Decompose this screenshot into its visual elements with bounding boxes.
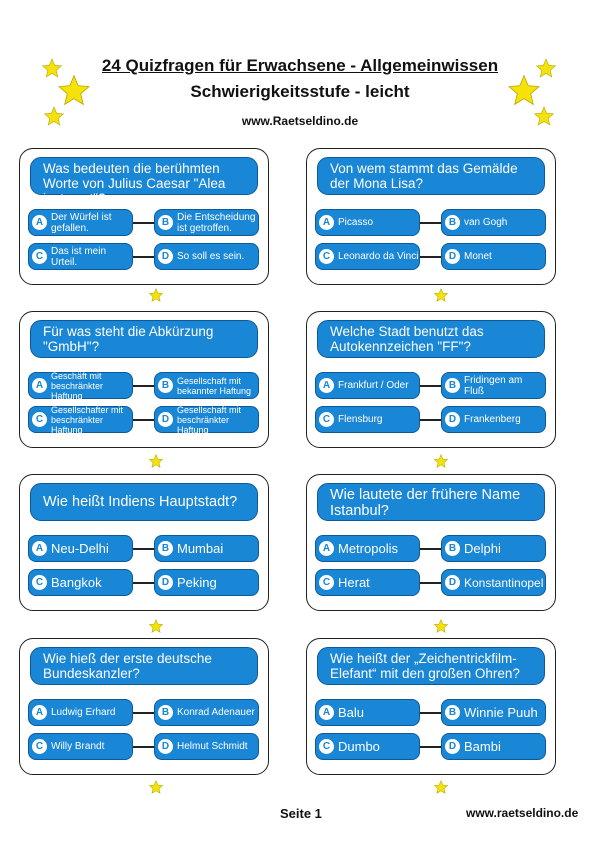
quiz-card <box>19 311 269 448</box>
question-box: Wie lautete der frühere Name Istanbul? <box>317 483 545 521</box>
answer-text: Herat <box>338 574 370 590</box>
answer-a[interactable] <box>315 372 420 399</box>
letter-badge: A <box>319 541 334 556</box>
answer-a[interactable] <box>315 535 420 562</box>
letter-badge: D <box>445 739 460 754</box>
footer-website: www.raetseldino.de <box>466 806 579 820</box>
answer-text: Flensburg <box>338 414 383 425</box>
quiz-card <box>306 148 556 285</box>
answer-text: Gesellschafter mit beschränkter Haftung <box>51 404 124 435</box>
answer-b[interactable] <box>154 372 259 399</box>
letter-badge: A <box>319 215 334 230</box>
star-icon <box>534 106 554 126</box>
letter-badge: B <box>158 215 173 230</box>
answer-b[interactable] <box>441 699 546 726</box>
answer-text: Die Entscheidung ist getroffen. <box>177 211 256 234</box>
answer-d[interactable] <box>441 733 546 760</box>
question-box: Wie heißt Indiens Hauptstadt? <box>30 483 258 521</box>
star-icon <box>434 454 448 468</box>
answer-d[interactable] <box>154 569 259 596</box>
star-icon <box>149 454 163 468</box>
answer-text: Gesellschaft mit bekannter Haftung <box>177 375 252 396</box>
letter-badge: D <box>158 575 173 590</box>
letter-badge: C <box>319 412 334 427</box>
page-title: 24 Quizfragen für Erwachsene - Allgemeinwissen <box>101 56 499 75</box>
answer-text: So soll es sein. <box>177 251 245 262</box>
star-icon <box>434 780 448 794</box>
answer-text: Bambi <box>464 738 501 754</box>
answer-b[interactable] <box>154 535 259 562</box>
answer-text: Konrad Adenauer <box>177 707 255 718</box>
answer-text: Helmut Schmidt <box>177 741 248 752</box>
question-box: Wie hieß der erste deutsche Bundeskanzler? <box>30 647 258 685</box>
star-icon <box>149 780 163 794</box>
answer-c[interactable] <box>28 569 133 596</box>
answer-text: Monet <box>464 251 492 262</box>
quiz-card <box>19 474 269 611</box>
answer-b[interactable] <box>154 209 259 236</box>
answer-d[interactable] <box>154 733 259 760</box>
letter-badge: D <box>445 249 460 264</box>
answer-a[interactable] <box>315 699 420 726</box>
answer-text: Geschäft mit beschränkter Haftung <box>51 370 104 401</box>
answer-a[interactable] <box>28 209 133 236</box>
answer-b[interactable] <box>154 699 259 726</box>
letter-badge: C <box>319 739 334 754</box>
answer-a[interactable] <box>315 209 420 236</box>
answer-text: Picasso <box>338 217 374 228</box>
answer-text: Winnie Puuh <box>464 704 538 720</box>
answer-d[interactable] <box>154 406 259 433</box>
letter-badge: B <box>445 705 460 720</box>
page-number: Seite 1 <box>280 806 322 821</box>
star-icon <box>434 619 448 633</box>
letter-badge: C <box>319 575 334 590</box>
letter-badge: A <box>32 378 47 393</box>
answer-text: Frankfurt / Oder <box>338 380 409 391</box>
question-box: Welche Stadt benutzt das Autokennzeichen "FF"? <box>317 320 545 358</box>
letter-badge: D <box>445 412 460 427</box>
letter-badge: D <box>158 739 173 754</box>
letter-badge: B <box>445 215 460 230</box>
answer-text: Dumbo <box>338 738 380 754</box>
letter-badge: D <box>158 412 173 427</box>
quiz-card <box>306 474 556 611</box>
answer-text: Konstantinopel <box>464 575 544 590</box>
letter-badge: A <box>319 378 334 393</box>
answer-b[interactable] <box>441 372 546 399</box>
answer-text: Der Würfel ist gefallen. <box>51 211 112 234</box>
question-box: Für was steht die Abkürzung "GmbH"? <box>30 320 258 358</box>
letter-badge: B <box>158 378 173 393</box>
answer-d[interactable] <box>441 406 546 433</box>
question-box: Von wem stammt das Gemälde der Mona Lisa? <box>317 157 545 195</box>
question-box: Wie heißt der „Zeichentrickfilm-Elefant“ mit den großen Ohren? <box>317 647 545 685</box>
star-icon <box>149 619 163 633</box>
answer-text: Das ist mein Urteil. <box>51 245 107 268</box>
answer-b[interactable] <box>441 535 546 562</box>
letter-badge: B <box>445 541 460 556</box>
quiz-card <box>306 638 556 775</box>
answer-c[interactable] <box>28 733 133 760</box>
answer-a[interactable] <box>28 535 133 562</box>
answer-text: Delphi <box>464 540 501 556</box>
letter-badge: A <box>32 705 47 720</box>
letter-badge: B <box>445 378 460 393</box>
answer-c[interactable] <box>315 569 420 596</box>
answer-text: Bangkok <box>51 574 102 590</box>
answer-text: Leonardo da Vinci <box>338 251 419 262</box>
answer-c[interactable] <box>28 406 133 433</box>
answer-text: Peking <box>177 574 217 590</box>
answer-text: Neu-Delhi <box>51 540 109 556</box>
header-website: www.Raetseldino.de <box>241 114 359 128</box>
letter-badge: D <box>158 249 173 264</box>
answer-d[interactable] <box>441 243 546 270</box>
letter-badge: C <box>32 575 47 590</box>
answer-c[interactable] <box>28 243 133 270</box>
answer-d[interactable] <box>154 243 259 270</box>
quiz-card <box>19 638 269 775</box>
answer-text: Ludwig Erhard <box>51 707 116 718</box>
star-icon <box>44 106 64 126</box>
answer-b[interactable] <box>441 209 546 236</box>
answer-c[interactable] <box>315 406 420 433</box>
answer-c[interactable] <box>315 243 420 270</box>
answer-text: Gesellschaft mit beschränkter Haftung <box>177 404 242 435</box>
letter-badge: C <box>32 412 47 427</box>
answer-text: Frankenberg <box>464 414 521 425</box>
quiz-card <box>19 148 269 285</box>
letter-badge: A <box>32 215 47 230</box>
star-icon <box>508 74 540 106</box>
answer-a[interactable] <box>28 699 133 726</box>
letter-badge: A <box>319 705 334 720</box>
letter-badge: C <box>32 739 47 754</box>
answer-d[interactable] <box>441 569 546 596</box>
star-icon <box>149 288 163 302</box>
letter-badge: B <box>158 541 173 556</box>
star-icon <box>434 288 448 302</box>
answer-a[interactable] <box>28 372 133 399</box>
page-subtitle: Schwierigkeitsstufe - leicht <box>190 82 410 101</box>
question-box: Was bedeuten die berühmten Worte von Julius Caesar "Alea iacta est"? <box>30 157 258 195</box>
letter-badge: A <box>32 541 47 556</box>
star-icon <box>58 74 90 106</box>
letter-badge: D <box>445 575 460 590</box>
answer-text: Mumbai <box>177 540 224 556</box>
answer-c[interactable] <box>315 733 420 760</box>
answer-text: van Gogh <box>464 217 508 228</box>
letter-badge: C <box>319 249 334 264</box>
letter-badge: C <box>32 249 47 264</box>
answer-text: Balu <box>338 704 365 720</box>
answer-text: Fridingen am Fluß <box>464 374 523 397</box>
answer-text: Metropolis <box>338 540 398 556</box>
answer-text: Willy Brandt <box>51 741 105 752</box>
letter-badge: B <box>158 705 173 720</box>
quiz-card <box>306 311 556 448</box>
